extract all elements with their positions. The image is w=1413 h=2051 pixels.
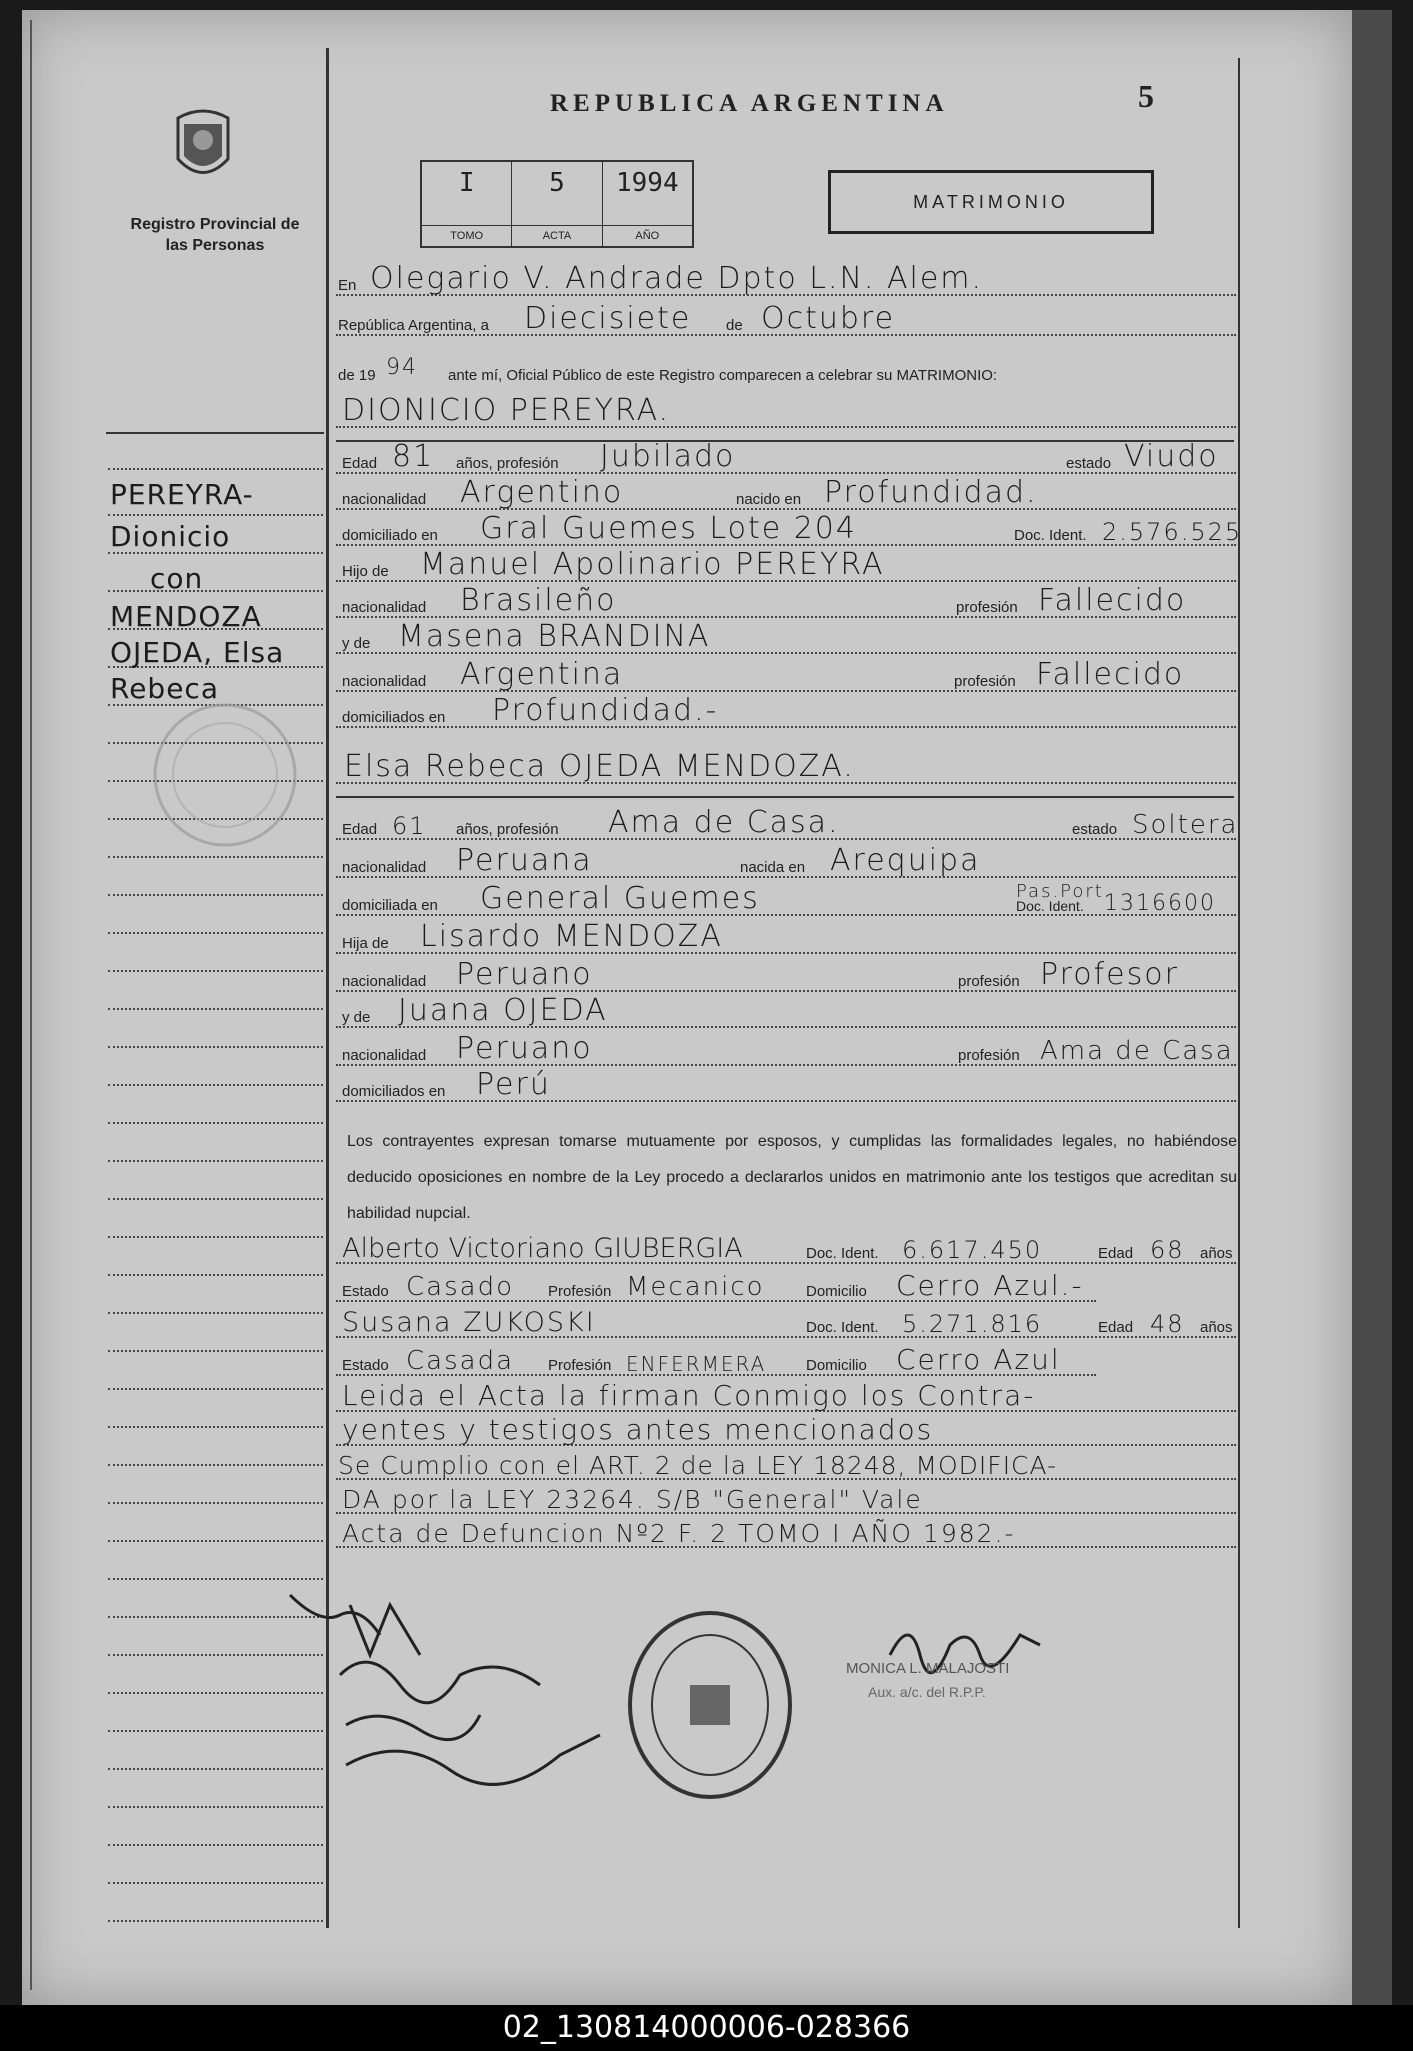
bride-age: 61	[392, 812, 427, 840]
acta-value: 5	[549, 168, 565, 198]
place-line	[336, 261, 1236, 298]
groom-name-line	[336, 393, 1236, 430]
bride-domicile-line	[336, 881, 1236, 918]
passport-label: Pas.Port.	[1016, 881, 1112, 902]
bride-father-profession: Profesor	[1040, 957, 1179, 992]
groom-parents-domicile: Profundidad.-	[492, 693, 719, 728]
witness-2-doc: 5.271.816	[902, 1310, 1043, 1338]
official-title: Aux. a/c. del R.P.P.	[868, 1684, 986, 1700]
profesion-label: profesión	[958, 973, 1020, 990]
witness-1-name: Alberto Victoriano GIUBERGIA	[342, 1233, 743, 1264]
profesion-label: Profesión	[548, 1283, 612, 1300]
domicilio-label: Domicilio	[806, 1357, 867, 1374]
doc-label: Doc. Ident.	[806, 1319, 879, 1336]
bride-status: Soltera	[1132, 810, 1239, 840]
bride-name-line	[336, 749, 1236, 786]
groom-mother-line	[336, 619, 1236, 656]
left-column-rule	[106, 432, 324, 434]
domiciliados-label: domiciliados en	[342, 1083, 446, 1100]
groom-father-line	[336, 547, 1236, 584]
profesion-label: años, profesión	[456, 455, 559, 472]
witness-1-age: 68	[1150, 1236, 1185, 1264]
hijo-label: Hijo de	[342, 563, 389, 580]
profesion-label: Profesión	[548, 1357, 612, 1374]
doc-label: Doc. Ident.	[1016, 898, 1084, 914]
left-edge-rule	[30, 20, 32, 1990]
bride-mother-line	[336, 993, 1236, 1030]
tomo-value: I	[458, 168, 475, 198]
left-name: OJEDA, Elsa	[110, 636, 285, 669]
yde-label: y de	[342, 635, 371, 652]
left-name: con	[150, 562, 204, 595]
bride-name: Elsa Rebeca OJEDA MENDOZA.	[344, 749, 855, 784]
intro-text: ante mí, Oficial Público de este Registro comparecen a celebrar su MATRIMONIO:	[448, 367, 998, 384]
groom-mother-profession: Fallecido	[1036, 657, 1185, 692]
estado-label: Estado	[342, 1283, 389, 1300]
note-text: yentes y testigos antes mencionados	[342, 1413, 934, 1446]
groom-father-nat-line	[336, 583, 1236, 620]
domiciliado-label: domiciliado en	[342, 527, 438, 544]
note-line	[336, 1448, 1236, 1482]
groom-father-profession: Fallecido	[1038, 583, 1187, 618]
edad-label: Edad	[1098, 1245, 1134, 1262]
groom-domicile: Gral Guemes Lote 204	[480, 511, 857, 546]
anos-label: años	[1200, 1245, 1233, 1262]
groom-age-line	[336, 439, 1236, 476]
witness-1-profession: Mecanico	[626, 1272, 765, 1302]
witness-1-domicile: Cerro Azul.-	[896, 1269, 1084, 1302]
edad-label: Edad	[1098, 1319, 1134, 1336]
en-label: En	[338, 277, 357, 294]
acta-label: ACTA	[512, 225, 601, 246]
nacido-label: nacido en	[736, 491, 802, 508]
groom-father: Manuel Apolinario PEREYRA	[420, 547, 885, 582]
domiciliada-label: domiciliada en	[342, 897, 438, 914]
groom-domicile-line	[336, 511, 1243, 548]
page-header: REPUBLICA ARGENTINA	[550, 90, 949, 117]
bride-domicile: General Guemes	[480, 881, 760, 916]
record-box	[420, 160, 694, 248]
groom-mother: Masena BRANDINA	[398, 619, 711, 654]
witness-2-status: Casada	[406, 1346, 515, 1376]
note-text: Se Cumplio con el ART. 2 de la LEY 18248, MODIFICA-	[338, 1451, 1058, 1480]
bride-birthplace: Arequipa	[830, 843, 981, 878]
yde-label: y de	[342, 1009, 371, 1026]
profesion-label: profesión	[956, 599, 1018, 616]
domicilio-label: Domicilio	[806, 1283, 867, 1300]
month-value: Octubre	[761, 301, 896, 336]
hija-label: Hija de	[342, 935, 389, 952]
doc-label: Doc. Ident.	[806, 1245, 879, 1262]
left-name: Dionicio	[110, 520, 231, 553]
bride-nationality: Peruana	[456, 843, 593, 878]
estado-label: estado	[1066, 455, 1112, 472]
groom-name: DIONICIO PEREYRA.	[342, 393, 671, 428]
note-line	[336, 1380, 1236, 1414]
signature-marks	[280, 1585, 660, 1795]
left-name: MENDOZA	[110, 600, 262, 633]
groom-status: Viudo	[1124, 439, 1219, 474]
tomo-label: TOMO	[422, 225, 511, 246]
note-line	[336, 1516, 1236, 1550]
groom-mother-nationality: Argentina	[460, 657, 624, 692]
note-line	[336, 1414, 1236, 1448]
witness-2-name: Susana ZUKOSKI	[342, 1307, 596, 1338]
domiciliados-label: domiciliados en	[342, 709, 446, 726]
bride-doc: 1316600	[1104, 891, 1216, 916]
ano-value: 1994	[616, 168, 679, 198]
witness-2-profession: ENFERMERA	[626, 1352, 767, 1376]
bride-mother: Juana OJEDA	[398, 993, 608, 1028]
groom-doc: 2.576.525	[1102, 518, 1243, 546]
bride-father: Lisardo MENDOZA	[420, 919, 723, 954]
edad-label: Edad	[342, 821, 378, 838]
bride-father-nationality: Peruano	[456, 957, 593, 992]
bride-nationality-line	[336, 843, 1236, 880]
year-label: de 19	[338, 367, 376, 384]
witness-1-line	[336, 1232, 1236, 1266]
doc-label: Doc. Ident.	[1014, 527, 1087, 544]
right-rule	[1238, 58, 1240, 1928]
day-value: Diecisiete	[524, 301, 692, 336]
groom-nationality-line	[336, 475, 1236, 512]
note-text: Leida el Acta la firman Conmigo los Contra-	[342, 1379, 1036, 1412]
section-rule	[336, 796, 1234, 798]
de-label: de	[726, 317, 743, 334]
official-name: MONICA L. MALAJOSTI	[846, 1660, 1010, 1677]
witness-2-domicile: Cerro Azul	[896, 1343, 1061, 1376]
year-value: 94	[386, 355, 418, 380]
witness-1-status: Casado	[406, 1272, 514, 1302]
profesion-label: años, profesión	[456, 821, 559, 838]
provincial-seal-icon	[168, 104, 238, 186]
groom-nationality: Argentino	[460, 475, 624, 510]
nacionalidad-label: nacionalidad	[342, 599, 427, 616]
footer-id: 02_130814000006-028366	[0, 2005, 1413, 2051]
book-edge	[1352, 10, 1392, 2005]
nacionalidad-label: nacionalidad	[342, 973, 427, 990]
groom-mother-nat-line	[336, 657, 1236, 694]
ano-label: AÑO	[603, 225, 692, 246]
bride-father-nat-line	[336, 957, 1236, 994]
groom-parents-domicile-line	[336, 693, 1236, 730]
bride-age-line	[336, 805, 1239, 842]
witness-2-age: 48	[1150, 1310, 1185, 1338]
witness-1-doc: 6.617.450	[902, 1236, 1043, 1264]
note-line	[336, 1482, 1236, 1516]
profesion-label: profesión	[958, 1047, 1020, 1064]
nacionalidad-label: nacionalidad	[342, 859, 427, 876]
bride-father-line	[336, 919, 1236, 956]
registry-name: Registro Provincial de las Personas	[130, 216, 300, 254]
faded-stamp-icon	[140, 690, 310, 860]
bride-profession: Ama de Casa.	[608, 805, 840, 840]
declaration-text: Los contrayentes expresan tomarse mutuamente por esposos, y cumplidas las formalidades legales, no habiéndose deducido oposiciones en nombre de la Ley procedo a declararlos unidos en matrimonio ante los testigos que acreditan su habilidad nupcial.	[347, 1133, 1237, 1222]
page-number: 5	[1138, 78, 1154, 114]
witness-1-detail-line	[336, 1270, 1236, 1304]
profesion-label: profesión	[954, 673, 1016, 690]
note-text: Acta de Defuncion Nº2 F. 2 TOMO I AÑO 1982.-	[342, 1519, 1016, 1548]
bride-parents-domicile-line	[336, 1067, 1236, 1104]
groom-profession: Jubilado	[600, 439, 736, 474]
nacionalidad-label: nacionalidad	[342, 1047, 427, 1064]
estado-label: estado	[1072, 821, 1118, 838]
bride-parents-domicile: Perú	[476, 1067, 551, 1102]
groom-father-nationality: Brasileño	[460, 583, 617, 618]
bride-mother-profession: Ama de Casa	[1040, 1036, 1234, 1066]
groom-birthplace: Profundidad.	[824, 475, 1038, 510]
bride-mother-nationality: Peruano	[456, 1031, 593, 1066]
bride-mother-nat-line	[336, 1031, 1236, 1068]
year-line	[336, 354, 1236, 388]
date-line	[336, 301, 1236, 338]
republica-label: República Argentina, a	[338, 317, 489, 334]
left-name: Rebeca	[110, 672, 219, 705]
place-value: Olegario V. Andrade Dpto L.N. Alem.	[370, 261, 984, 296]
nacida-label: nacida en	[740, 859, 806, 876]
nacionalidad-label: nacionalidad	[342, 673, 427, 690]
groom-age: 81	[392, 439, 435, 474]
note-text: DA por la LEY 23264. S/B "General" Vale	[342, 1485, 923, 1514]
anos-label: años	[1200, 1319, 1233, 1336]
witness-2-line	[336, 1306, 1236, 1340]
record-type: MATRIMONIO	[828, 170, 1154, 234]
registry-stamp-icon	[620, 1605, 800, 1805]
edad-label: Edad	[342, 455, 378, 472]
nacionalidad-label: nacionalidad	[342, 491, 427, 508]
left-name: PEREYRA-	[110, 478, 254, 511]
estado-label: Estado	[342, 1357, 389, 1374]
witness-2-detail-line	[336, 1344, 1236, 1378]
